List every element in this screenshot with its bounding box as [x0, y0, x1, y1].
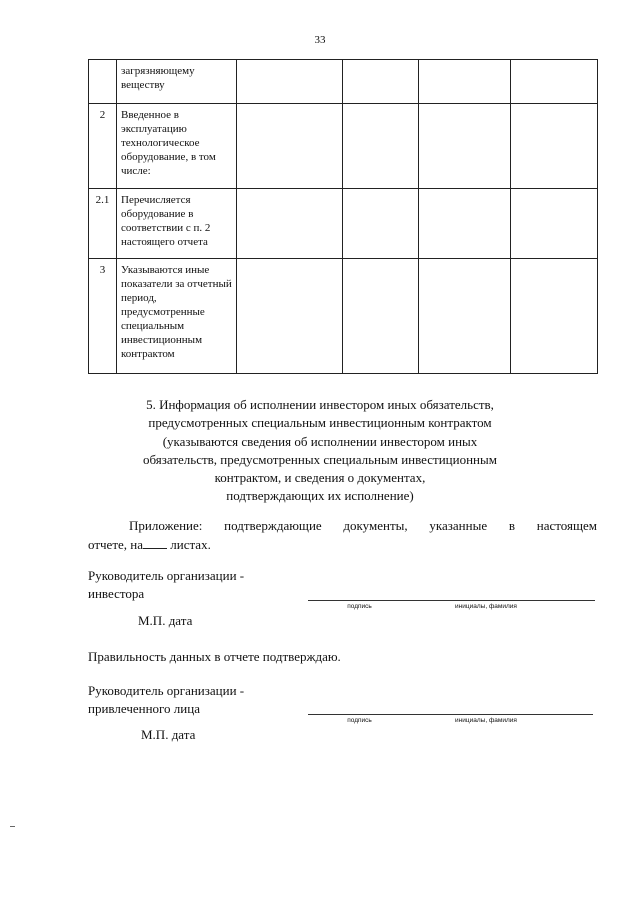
appendix-line-1: Приложение: подтверждающие документы, указанные в настоящем	[129, 518, 597, 533]
table-cell	[237, 259, 343, 374]
row-indicator: загрязняющему веществу	[117, 60, 237, 104]
page-number: 33	[314, 34, 326, 46]
table-cell	[511, 104, 598, 189]
table-row	[89, 104, 598, 189]
scan-mark	[10, 826, 15, 827]
row-indicator: Введенное в эксплуатацию технологическое оборудование, в том числе:	[117, 104, 237, 189]
row-number	[89, 60, 117, 104]
table-cell	[419, 104, 511, 189]
table-row	[89, 259, 598, 374]
table-cell	[419, 259, 511, 374]
table-cell	[237, 60, 343, 104]
row-indicator: Перечисляется оборудование в соответствии с п. 2 настоящего отчета	[117, 189, 237, 259]
signature-line	[308, 600, 411, 601]
name-line	[411, 714, 593, 715]
table-row	[89, 60, 598, 104]
table-cell	[511, 189, 598, 259]
table-cell	[343, 189, 419, 259]
row-number: 2	[89, 104, 117, 189]
stamp-date-1: М.П. дата	[138, 613, 193, 628]
name-line	[411, 600, 595, 601]
row-number: 3	[89, 259, 117, 374]
table-row	[89, 189, 598, 259]
table-cell	[237, 104, 343, 189]
appendix-line-2: отчете, на листах.	[88, 537, 211, 552]
signature-caption: подпись	[347, 603, 372, 610]
table-cell	[511, 259, 598, 374]
signatory-1-title: Руководитель организации - инвестора	[88, 568, 245, 601]
indicators-table	[88, 59, 598, 374]
section-5-title: 5. Информация об исполнении инвестором иных обязательств, предусмотренных специальным инвестиционным контрактом (указываются сведения об исполнении инвестором иных обязательств, предусмотренных специальным инвестиционным контрактом, и сведения о документах, подтверждающих их исполнение)	[143, 397, 497, 504]
table-cell	[419, 189, 511, 259]
name-caption: инициалы, фамилия	[455, 717, 517, 724]
confirmation-text: Правильность данных в отчете подтверждаю.	[88, 649, 341, 664]
sheet-count-blank	[143, 536, 167, 549]
table-cell	[343, 60, 419, 104]
signature-caption: подпись	[347, 717, 372, 724]
row-number: 2.1	[89, 189, 117, 259]
table-cell	[419, 60, 511, 104]
table-cell	[237, 189, 343, 259]
signature-line	[308, 714, 411, 715]
table-cell	[343, 259, 419, 374]
table-cell	[343, 104, 419, 189]
table-cell	[511, 60, 598, 104]
stamp-date-2: М.П. дата	[141, 727, 196, 742]
name-caption: инициалы, фамилия	[455, 603, 517, 610]
row-indicator: Указываются иные показатели за отчетный период, предусмотренные специальным инвестиционным контрактом	[117, 259, 237, 374]
signatory-2-title: Руководитель организации - привлеченного лица	[88, 683, 245, 716]
